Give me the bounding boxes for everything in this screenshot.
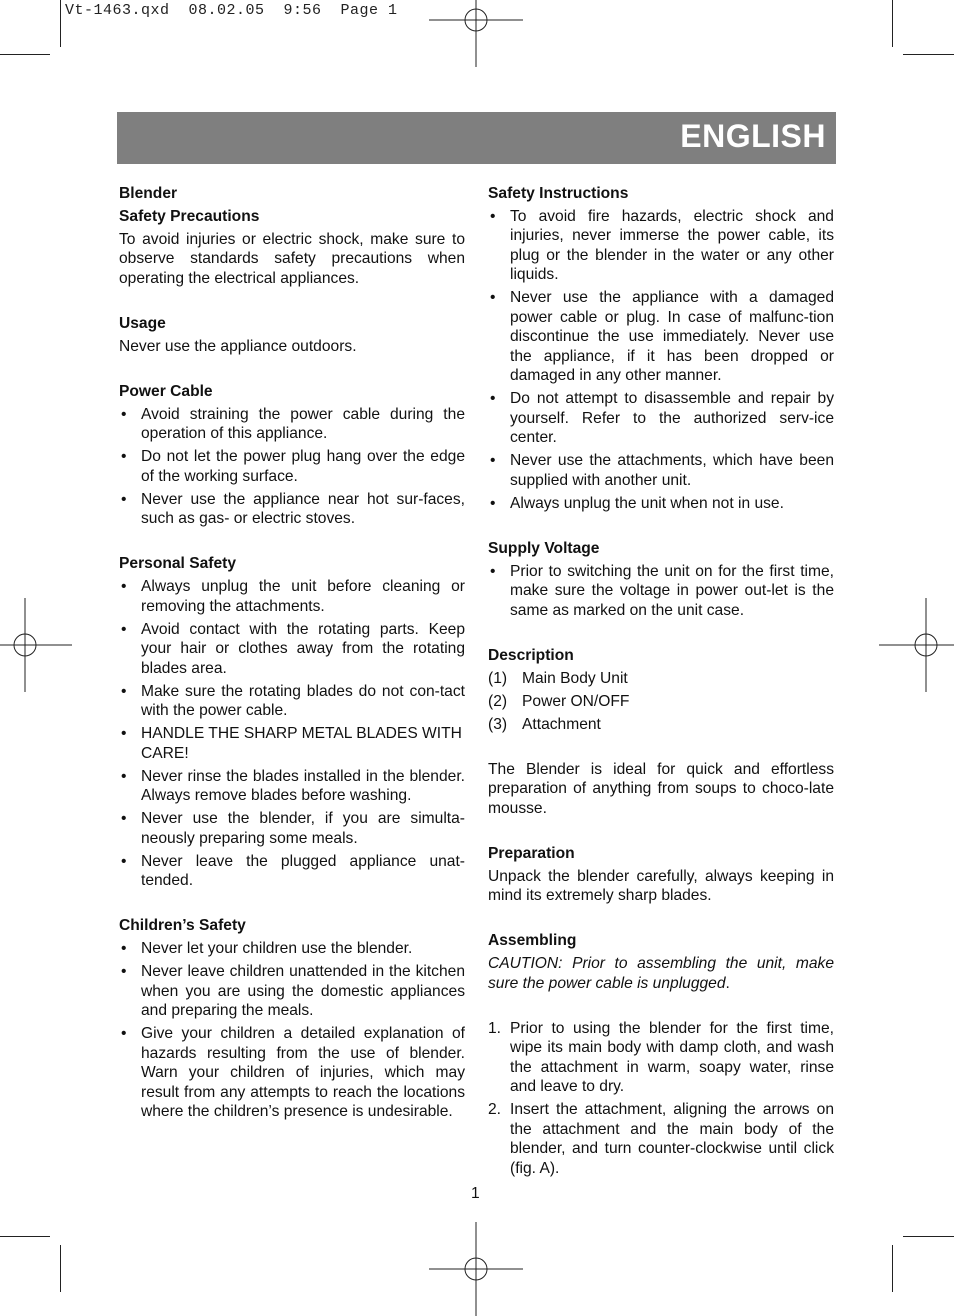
bullet-icon: •: [121, 682, 127, 700]
paragraph: To avoid injuries or electric shock, make sure to observe standards safety precautions when operating the electrical appliances.: [119, 230, 465, 287]
list-item: • Never use the appliance with a damaged power cable or plug. In case of malfunc-tion discontinue the use immediately. Never use the appliance, if it has been dropped or damaged in any other manner.: [490, 289, 834, 384]
list-item: • Do not let the power plug hang over the edge of the working surface.: [121, 448, 465, 485]
list-item: (1) Main Body Unit: [488, 669, 628, 687]
list-item: • Never leave the plugged appliance unat-tended.: [121, 852, 465, 889]
section-heading: Preparation: [488, 844, 575, 862]
left-column: [119, 180, 465, 1122]
bullet-icon: •: [490, 562, 496, 580]
bullet-icon: •: [121, 963, 127, 980]
bullet-list: [119, 577, 465, 891]
bullet-list: [488, 207, 834, 514]
parts-list: [488, 669, 834, 735]
right-column: [488, 180, 834, 1178]
bullet-icon: •: [490, 207, 496, 225]
list-item: • Give your children a detailed explanation of hazards resulting from the use of blender. Warn your children of injuries, which may result from any attempts to reach the locations where the children’s presence is undesirable.: [121, 1025, 465, 1120]
section-heading: Safety Precautions: [119, 207, 260, 225]
steps-list: [488, 1019, 834, 1179]
section-heading: Children’s Safety: [119, 917, 246, 934]
registration-mark-top: [429, 0, 523, 67]
bullet-list: [119, 405, 465, 529]
page-number: 1: [471, 1185, 480, 1202]
section-heading: Description: [488, 646, 574, 664]
list-item: • Always unplug the unit before cleaning or removing the attachments.: [121, 578, 465, 615]
list-item: • Prior to switching the unit on for the first time, make sure the voltage in power out-let is the same as marked on the unit case.: [490, 562, 834, 619]
crop-mark: [903, 1236, 954, 1237]
bullet-icon: •: [490, 390, 496, 407]
list-item: 1. Prior to using the blender for the first time, wipe its main body with damp cloth, and wash the attachment in warm, soapy water, rinse and leave to dry.: [488, 1019, 834, 1095]
section-heading: Supply Voltage: [488, 539, 600, 557]
crop-mark: [60, 0, 61, 47]
bullet-icon: •: [490, 494, 496, 512]
bullet-icon: •: [121, 940, 127, 957]
section-heading: Safety Instructions: [488, 184, 629, 202]
list-item: • Never use the attachments, which have been supplied with another unit.: [490, 452, 834, 489]
list-item: • Avoid straining the power cable during the operation of this appliance.: [121, 405, 465, 442]
list-item: • Never rinse the blades installed in the blender. Always remove blades before washing.: [121, 767, 465, 804]
section-heading: Assembling: [488, 932, 577, 949]
list-item: • Do not attempt to disassemble and repair by yourself. Refer to the authorized serv-ice center.: [490, 390, 834, 446]
print-slug: Vt-1463.qxd 08.02.05 9:56 Page 1: [65, 2, 398, 19]
registration-mark-bottom: [429, 1222, 523, 1316]
bullet-icon: •: [490, 452, 496, 469]
paragraph: Never use the appliance outdoors.: [119, 337, 357, 355]
registration-mark-left: [0, 598, 72, 692]
paragraph: The Blender is ideal for quick and effortless preparation of anything from soups to choco-late mousse.: [488, 760, 834, 817]
bullet-list: [119, 939, 465, 1122]
crop-mark: [892, 0, 893, 47]
bullet-icon: •: [121, 810, 127, 827]
list-item: • Make sure the rotating blades do not con-tact with the power cable.: [121, 682, 465, 719]
list-item: • HANDLE THE SHARP METAL BLADES WITH CARE!: [121, 725, 462, 762]
section-heading: Usage: [119, 314, 166, 332]
bullet-icon: •: [121, 767, 127, 785]
bullet-icon: •: [121, 578, 127, 595]
list-item: (3) Attachment: [488, 715, 601, 733]
caution-text: CAUTION: Prior to assembling the unit, make sure the power cable is unplugged.: [488, 955, 834, 992]
section-heading: Personal Safety: [119, 555, 237, 572]
crop-mark: [60, 1245, 61, 1292]
list-item: • Avoid contact with the rotating parts. Keep your hair or clothes away from the rotating blades area.: [121, 620, 465, 677]
list-item: • To avoid fire hazards, electric shock and injuries, never immerse the power cable, its plug or the blender in the water or any other liquids.: [490, 207, 834, 283]
bullet-icon: •: [490, 289, 496, 306]
crop-mark: [892, 1245, 893, 1292]
crop-mark: [0, 54, 50, 55]
bullet-icon: •: [121, 405, 127, 423]
bullet-icon: •: [121, 852, 127, 870]
bullet-icon: •: [121, 448, 127, 465]
list-item: • Never use the blender, if you are simulta-neously preparing some meals.: [121, 810, 465, 847]
list-item: (2) Power ON/OFF: [488, 692, 630, 710]
bullet-list: [488, 562, 834, 621]
crop-mark: [903, 54, 954, 55]
list-item: • Never let your children use the blender.: [121, 940, 413, 957]
section-heading: Power Cable: [119, 382, 213, 400]
paragraph: Unpack the blender carefully, always keeping in mind its extremely sharp blades.: [488, 867, 834, 904]
registration-mark-right: [879, 598, 954, 692]
list-item: 2. Insert the attachment, aligning the arrows on the attachment and the main body of the blender, and turn counter-clockwise until click (fig. A).: [488, 1101, 834, 1177]
bullet-icon: •: [121, 490, 127, 508]
banner-title: ENGLISH: [680, 118, 826, 154]
bullet-icon: •: [121, 725, 127, 742]
bullet-icon: •: [121, 1025, 127, 1042]
list-item: • Always unplug the unit when not in use.: [490, 494, 784, 512]
list-item: • Never leave children unattended in the kitchen when you are using the domestic appliances and preparing the meals.: [121, 963, 465, 1019]
bullet-icon: •: [121, 620, 127, 638]
language-banner: [117, 112, 836, 164]
list-item: • Never use the appliance near hot sur-faces, such as gas- or electric stoves.: [121, 490, 465, 527]
document-title: Blender: [119, 184, 178, 202]
crop-mark: [0, 1236, 50, 1237]
